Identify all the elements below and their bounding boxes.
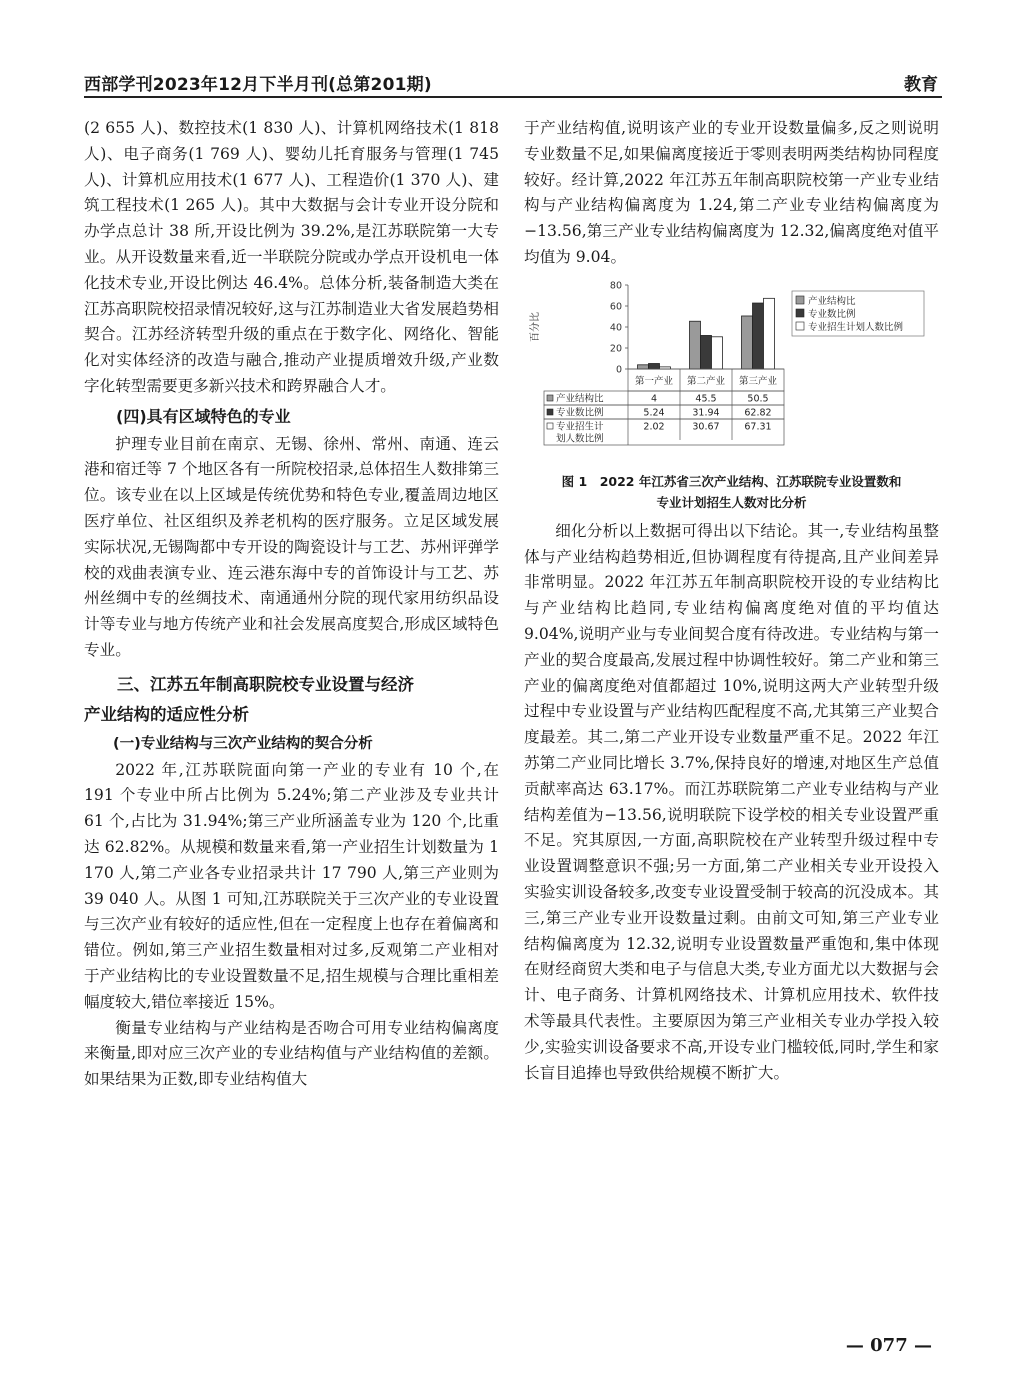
paragraph: 于产业结构值,说明该产业的专业开设数量偏多,反之则说明专业数量不足,如果偏离度接近于零则表明两类结构协同程度较好。经计算,2022 年江苏五年制高职院校第一产业专业结构与产业结构偏离度为 1.24,第二产业专业结构偏离度为−13.56,第三产业专业结构偏离度为 12.32,偏离度绝对值平均值为 9.04。 <box>524 119 939 266</box>
bar <box>712 337 723 369</box>
subsection-heading: (四)具有区域特色的专业 <box>116 406 291 426</box>
data-label: 30.67 <box>692 421 720 433</box>
bar <box>753 303 764 369</box>
y-tick-label: 40 <box>609 322 622 334</box>
y-tick-label: 80 <box>609 280 622 292</box>
paragraph: 细化分析以上数据可得出以下结论。其一,专业结构虽整体与产业结构趋势相近,但协调程度有待提高,且产业间差异非常明显。2022 年江苏五年制高职院校开设的专业结构比与产业结构比趋同,专业结构偏离度绝对值的平均值达 9.04%,说明产业与专业间契合度有待改进。专业结构与第一产业的契合度最高,发展过程中协调性较好。第二产业和第三产业的偏离度绝对值都超过 10%,说明这两大产业转型升级过程中专业设置与产业结构匹配程度不高,尤其第三产业契合度最差。其二,第二产业开设专业数量严重不足。2022 年江苏第二产业同比增长 3.7%,保持良好的增速,对地区生产总值贡献率高达 63.17%。而江苏联院第二产业专业结构与产业结构差值为−13.56,说明联院下设学校的相关专业设置严重不足。究其原因,一方面,高职院校在产业转型升级过程中专业设置调整意识不强;另一方面,第二产业相关专业开设投入实验实训设备较多,改变专业设置受制于较高的沉没成本。其三,第三产业专业开设数量过剩。由前文可知,第三产业专业结构偏离度为 12.32,说明专业设置数量严重饱和,集中体现在财经商贸大类和电子与信息大类,专业方面尤以大数据与会计、电子商务、计算机网络技术、计算机应用技术、软件技术等最具代表性。主要原因为第三产业相关专业办学投入较少,实验实训设备要求不高,开设专业门槛较低,同时,学生和家长盲目追捧也导致供给规模不断扩大。 <box>524 521 939 1082</box>
bar <box>701 335 712 369</box>
data-label: 2.02 <box>643 421 665 433</box>
section-heading-line: 三、江苏五年制高职院校专业设置与经济 <box>117 674 414 694</box>
bar <box>764 298 775 369</box>
bar <box>742 316 753 369</box>
legend-swatch <box>796 296 804 304</box>
paragraph: 护理专业目前在南京、无锡、徐州、常州、南通、连云港和宿迁等 7 个地区各有一所院校招录,总体招生人数排第三位。该专业在以上区域是传统优势和特色专业,覆盖周边地区医疗单位、社区组织及养老机构的医疗服务。立足区域发展实际状况,无锡陶都中专开设的陶瓷设计与工艺、苏州评弹学校的戏曲表演专业、连云港东海中专的首饰设计与工艺、苏州丝绸中专的丝绸技术、南通通州分院的现代家用纺织品设计等专业与地方传统产业和社会发展高度契合,形成区域特色专业。 <box>84 434 499 659</box>
legend-entry: 产业结构比 <box>808 295 856 307</box>
x-tick-label: 第二产业 <box>686 375 726 387</box>
x-tick-label: 第一产业 <box>634 375 674 387</box>
paragraph: 衡量专业结构与产业结构是否吻合可用专业结构偏离度来衡量,即对应三次产业的专业结构值与产业结构值的差额。如果结果为正数,即专业结构值大 <box>84 1018 499 1089</box>
paragraph: 2022 年,江苏联院面向第一产业的专业有 10 个,在 191 个专业中所占比例为 5.24%;第二产业涉及专业共计 61 个,占比为 31.94%;第三产业所涵盖专业为 120 个,比重达 62.82%。从规模和数量来看,第一产业招生计划数量为 1 170 人,第二产业各专业招录共计 17 790 人,第三产业则为 39 040 人。从图 1 可知,江苏联院关于三次产业的专业设置与三次产业有较好的适应性,但在一定程度上也存在着偏离和错位。例如,第三产业招生数量相对过多,反观第二产业相对于产业结构比的专业设置数量不足,招生规模与合理比重相差幅度较大,错位率接近 15%。 <box>84 760 499 1011</box>
bar <box>649 363 660 369</box>
y-tick-label: 60 <box>609 301 622 313</box>
legend-swatch <box>796 309 804 317</box>
legend-swatch <box>796 322 804 330</box>
section-heading-line: 产业结构的适应性分析 <box>84 704 249 724</box>
data-label: 45.5 <box>695 393 717 405</box>
section-heading <box>84 670 499 730</box>
figure-1 <box>524 277 939 469</box>
subsection-heading: (一)专业结构与三次产业结构的契合分析 <box>113 735 373 752</box>
data-label: 50.5 <box>747 393 769 405</box>
figure-caption <box>524 471 939 513</box>
data-label: 31.94 <box>692 407 720 419</box>
running-header <box>84 68 942 96</box>
right-column <box>524 116 939 1086</box>
data-label: 62.82 <box>744 407 772 419</box>
caption-line: 专业计划招生人数对比分析 <box>656 494 807 510</box>
left-column <box>84 116 499 1093</box>
table-row-label: 专业招生计 <box>556 421 604 433</box>
legend-entry: 专业招生计划人数比例 <box>808 321 904 333</box>
paragraph: (2 655 人)、数控技术(1 830 人)、计算机网络技术(1 818 人)、电子商务(1 769 人)、婴幼儿托育服务与管理(1 745 人)、计算机应用技术(1 677 人)、工程造价(1 370 人)、建筑工程技术(1 265 人)。其中大数据与会计专业开设分院和办学点总计 38 所,开设比例为 39.2%,是江苏联院第一大专业。从开设数量来看,近一半联院分院或办学点开设机电一体化技术专业,开设比例达 46.4%。总体分析,装备制造大类在江苏高职院校招录情况较好,这与江苏制造业大省发展趋势相契合。江苏经济转型升级的重点在于数字化、网络化、智能化对实体经济的改造与融合,推动产业提质增效升级,产业数字化转型需要更多新兴技术和跨界融合人才。 <box>84 119 499 395</box>
data-label: 5.24 <box>643 407 665 419</box>
header-rule <box>84 96 942 98</box>
page-number: — 077 — <box>845 1335 932 1356</box>
table-row-swatch <box>547 409 553 415</box>
section-label: 教育 <box>904 75 938 95</box>
data-label: 4 <box>650 393 658 405</box>
table-row-label: 划人数比例 <box>556 433 604 445</box>
bar <box>638 365 649 369</box>
table-row-label: 产业结构比 <box>556 393 604 405</box>
y-tick-label: 20 <box>609 343 622 355</box>
journal-title: 西部学刊2023年12月下半月刊(总第201期) <box>84 75 432 95</box>
table-row-swatch <box>547 395 553 401</box>
bar <box>690 321 701 369</box>
table-row-swatch <box>547 423 553 429</box>
y-axis-label: 百分比 <box>530 311 541 342</box>
x-tick-label: 第三产业 <box>738 375 778 387</box>
legend-entry: 专业数比例 <box>808 308 856 320</box>
table-row-label: 专业数比例 <box>556 407 604 419</box>
data-label: 67.31 <box>744 421 772 433</box>
y-tick-label: 0 <box>615 364 622 376</box>
caption-line: 图 1 2022 年江苏省三次产业结构、江苏联院专业设置数和 <box>561 473 902 489</box>
bar-chart <box>524 277 939 469</box>
